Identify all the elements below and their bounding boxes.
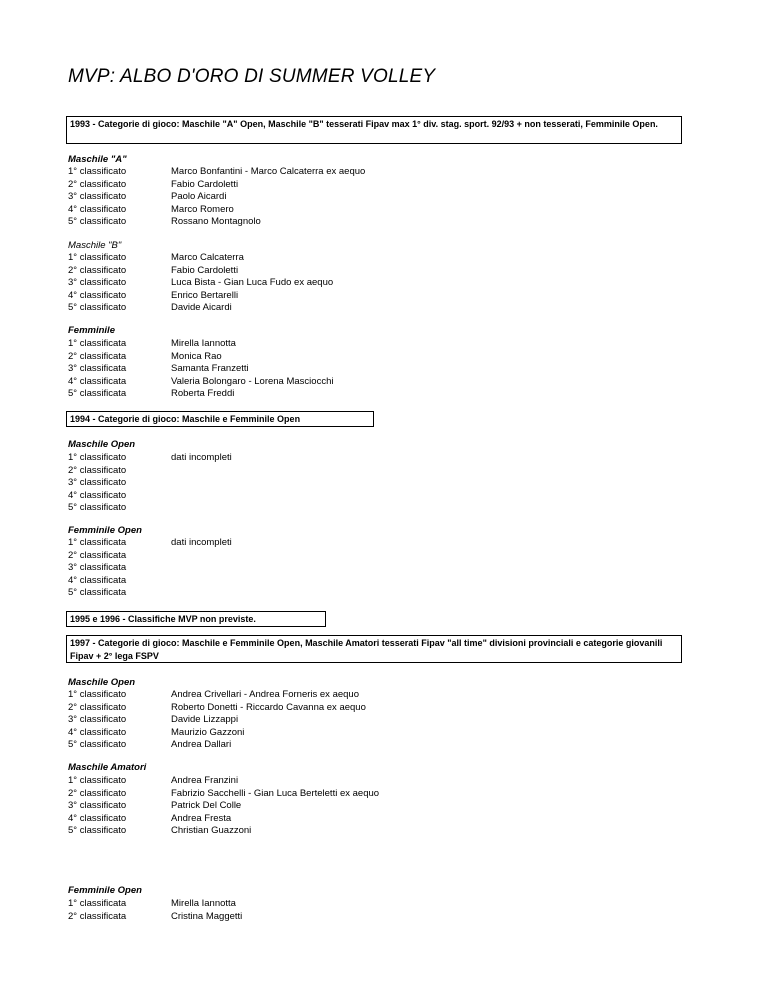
table-row: 4° classificato — [68, 490, 127, 501]
table-row: 4° classificato Marco Romero — [68, 204, 234, 215]
table-row: 1° classificato Andrea Franzini — [68, 775, 239, 786]
group-title-femminile: Femminile — [68, 325, 115, 336]
table-row: 2° classificato Fabio Cardoletti — [68, 265, 239, 276]
table-row: 1° classificata dati incompleti — [68, 537, 232, 548]
table-row: 2° classificato Fabio Cardoletti — [68, 179, 239, 190]
table-row: 2° classificato — [68, 465, 127, 476]
table-row: 3° classificato Luca Bista - Gian Luca Fudo ex aequo — [68, 277, 334, 288]
table-row: 4° classificato Enrico Bertarelli — [68, 290, 239, 301]
group-title-maschile-b: Maschile "B" — [68, 240, 122, 251]
group-title-femminile-open-1994: Femminile Open — [68, 525, 142, 536]
table-row: 5° classificato Rossano Montagnolo — [68, 216, 261, 227]
table-row: 3° classificato Davide Lizzappi — [68, 714, 239, 725]
group-title-maschile-open-1997: Maschile Open — [68, 677, 136, 688]
table-row: 1° classificato Andrea Crivellari - Andrea Forneris ex aequo — [68, 689, 359, 700]
group-title-maschile-open-1994: Maschile Open — [68, 439, 136, 450]
table-row: 1° classificata Mirella Iannotta — [68, 338, 236, 349]
table-row: 5° classificato Davide Aicardi — [68, 302, 232, 313]
table-row: 2° classificata Monica Rao — [68, 351, 222, 362]
page-title: MVP: ALBO D'ORO DI SUMMER VOLLEY — [68, 66, 436, 87]
table-row: 4° classificato Maurizio Gazzoni — [68, 727, 245, 738]
table-row: 1° classificata Mirella Iannotta — [68, 898, 236, 909]
group-title-femminile-open-1997: Femminile Open — [68, 885, 142, 896]
table-row: 3° classificato Paolo Aicardi — [68, 191, 227, 202]
table-row: 1° classificato dati incompleti — [68, 452, 232, 463]
table-row: 1° classificato Marco Calcaterra — [68, 252, 244, 263]
table-row: 5° classificata — [68, 587, 127, 598]
group-title-maschile-amatori: Maschile Amatori — [68, 762, 147, 773]
table-row: 5° classificata Roberta Freddi — [68, 388, 235, 399]
table-row: 1° classificato Marco Bonfantini - Marco Calcaterra ex aequo — [68, 166, 366, 177]
table-row: 4° classificata — [68, 575, 127, 586]
section-header-1995-1996: 1995 e 1996 - Classifiche MVP non previste. — [66, 611, 326, 627]
section-header-1993: 1993 - Categorie di gioco: Maschile "A" Open, Maschile "B" tesserati Fipav max 1° div. stag. sport. 92/93 + non tesserati, Femminile Open. — [66, 116, 682, 144]
section-header-1997: 1997 - Categorie di gioco: Maschile e Femminile Open, Maschile Amatori tesserati Fipav "all time" divisioni provinciali e categorie giovanili Fipav + 2° lega FSPV — [66, 635, 682, 663]
table-row: 2° classificata — [68, 550, 127, 561]
table-row: 2° classificata Cristina Maggetti — [68, 911, 243, 922]
table-row: 5° classificato — [68, 502, 127, 513]
section-header-1994: 1994 - Categorie di gioco: Maschile e Femminile Open — [66, 411, 374, 427]
table-row: 2° classificato Fabrizio Sacchelli - Gian Luca Berteletti ex aequo — [68, 788, 380, 799]
table-row: 4° classificato Andrea Fresta — [68, 813, 232, 824]
table-row: 2° classificato Roberto Donetti - Riccardo Cavanna ex aequo — [68, 702, 366, 713]
table-row: 3° classificato — [68, 477, 127, 488]
table-row: 4° classificata Valeria Bolongaro - Lorena Masciocchi — [68, 376, 334, 387]
table-row: 5° classificato Andrea Dallari — [68, 739, 232, 750]
group-title-maschile-a: Maschile "A" — [68, 154, 127, 165]
table-row: 3° classificata Samanta Franzetti — [68, 363, 249, 374]
table-row: 3° classificato Patrick Del Colle — [68, 800, 242, 811]
table-row: 5° classificato Christian Guazzoni — [68, 825, 252, 836]
table-row: 3° classificata — [68, 562, 127, 573]
